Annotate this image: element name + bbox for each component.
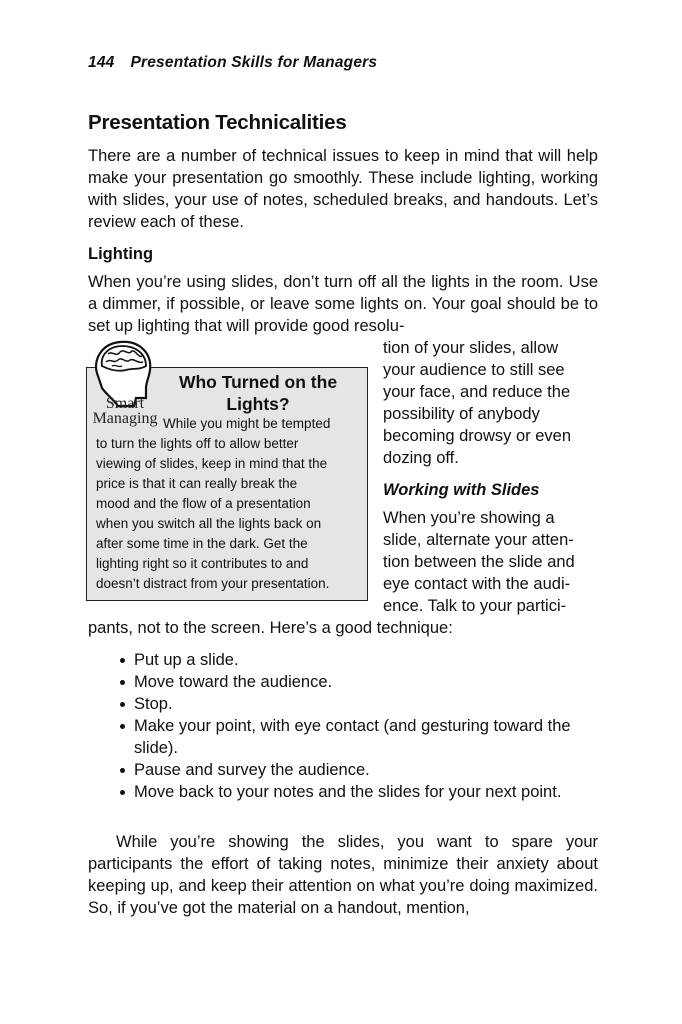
slides-column-line: When you’re showing a bbox=[383, 509, 555, 527]
slides-column-line: tion between the slide and bbox=[383, 553, 575, 571]
closing-paragraph: While you’re showing the slides, you want to spare your participants the effort of taking notes, minimize their anxiety about keeping up, and keep their attention on what you’re doing maximized. So, if you’ve got the material on a handout, mention, bbox=[88, 833, 598, 917]
list-item: Stop. bbox=[118, 693, 608, 715]
list-item: Move back to your notes and the slides for your next point. bbox=[118, 781, 608, 803]
slides-column-line: ence. Talk to your partici- bbox=[383, 597, 567, 615]
sidebar-first-line: While you might be tempted bbox=[163, 416, 331, 431]
lighting-column-line: tion of your slides, allow bbox=[383, 339, 559, 357]
list-item: Put up a slide. bbox=[118, 649, 608, 671]
page-number: 144 bbox=[88, 54, 115, 71]
slides-column-line: eye contact with the audi- bbox=[383, 575, 571, 593]
running-title: Presentation Skills for Managers bbox=[130, 54, 378, 71]
lighting-paragraph: When you’re using slides, don’t turn off all the lights in the room. Use a dimmer, if possible, or leave some lights on. Your goal should be to set up lighting that will provide good resolu- bbox=[88, 273, 598, 335]
lighting-heading: Lighting bbox=[88, 245, 154, 263]
lighting-column-line: your audience to still see bbox=[383, 361, 565, 379]
sidebar-line: after some time in the dark. Get the bbox=[96, 536, 308, 551]
brand-line-1: Smart bbox=[105, 395, 145, 412]
running-header bbox=[88, 54, 377, 72]
sidebar-line: lighting right so it contributes to and bbox=[96, 556, 309, 571]
lighting-column-line: dozing off. bbox=[383, 449, 459, 467]
slides-column-line: slide, alternate your atten- bbox=[383, 531, 574, 549]
sidebar-line: mood and the flow of a presentation bbox=[96, 496, 311, 511]
brand-line-2: Managing bbox=[92, 410, 158, 427]
lighting-column-line: becoming drowsy or even bbox=[383, 427, 572, 445]
sidebar-line: viewing of slides, keep in mind that the bbox=[96, 456, 328, 471]
technique-list bbox=[118, 649, 608, 803]
intro-paragraph: There are a number of technical issues to keep in mind that will help make your presentation go smoothly. These include lighting, working with slides, your use of notes, scheduled breaks, and handouts. Let’s review each of these. bbox=[88, 147, 598, 231]
sidebar-title: Who Turned on the Lights? bbox=[178, 372, 338, 414]
lighting-column-line: possibility of anybody bbox=[383, 405, 540, 423]
sidebar-line: doesn’t distract from your presentation. bbox=[96, 576, 330, 591]
section-title: Presentation Technicalities bbox=[88, 111, 347, 134]
sidebar-line: price is that it can really break the bbox=[96, 476, 298, 491]
list-item: Move toward the audience. bbox=[118, 671, 608, 693]
sidebar-line: when you switch all the lights back on bbox=[96, 516, 322, 531]
smart-managing-logo bbox=[88, 396, 162, 426]
sidebar-line: to turn the lights off to allow better bbox=[96, 436, 299, 451]
slides-after-line: pants, not to the screen. Here’s a good technique: bbox=[88, 619, 453, 637]
list-item: Pause and survey the audience. bbox=[118, 759, 608, 781]
lighting-column-line: your face, and reduce the bbox=[383, 383, 571, 401]
list-item: Make your point, with eye contact (and gesturing toward the slide). bbox=[118, 715, 608, 759]
slides-heading: Working with Slides bbox=[383, 481, 540, 499]
